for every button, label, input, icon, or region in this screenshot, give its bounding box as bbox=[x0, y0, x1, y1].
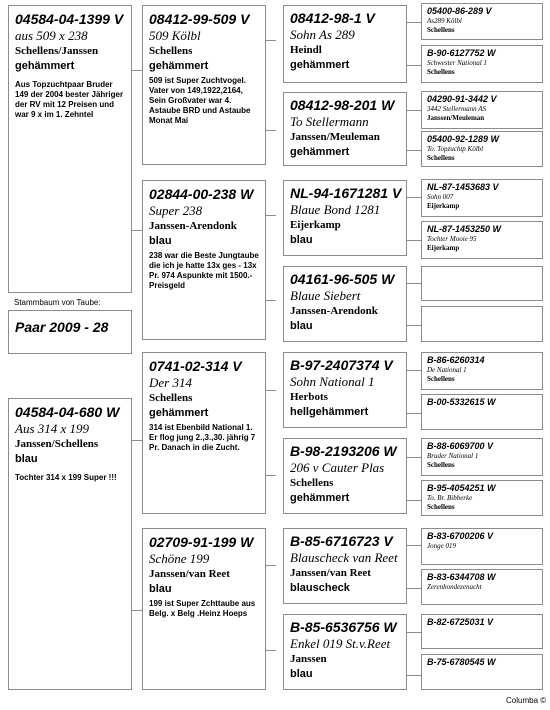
breeder: Eijerkamp bbox=[290, 219, 341, 231]
pigeon-name: Enkel 019 St.v.Reet bbox=[290, 636, 391, 651]
g3-card-7 bbox=[283, 528, 407, 604]
ring-number: 05400-86-289 V bbox=[427, 6, 492, 16]
ring-number: B-83-6344708 W bbox=[427, 572, 496, 582]
g4-card-15 bbox=[421, 614, 543, 649]
breeder: Janssen/van Reet bbox=[290, 567, 371, 579]
connector bbox=[407, 65, 421, 66]
sire-sire-card bbox=[142, 5, 266, 165]
subject-card bbox=[8, 310, 132, 354]
pigeon-name: 206 v Cauter Plas bbox=[290, 460, 385, 475]
dam-card bbox=[8, 398, 132, 690]
connector bbox=[266, 300, 276, 301]
pigeon-name: Blauscheck van Reet bbox=[290, 550, 398, 565]
g4-card-9 bbox=[421, 352, 543, 390]
g4-card-8 bbox=[421, 306, 543, 342]
breeder: Schellens bbox=[427, 154, 455, 162]
ring-number: B-88-6069700 V bbox=[427, 441, 494, 451]
note: 509 ist Super Zuchtvogel. Vater von 149,1922,2164, Sein Großvater war 4. Astaube BRD und Astaube Monat Mai bbox=[149, 76, 251, 125]
g4-card-13 bbox=[421, 528, 543, 565]
pigeon-name: Sohn National 1 bbox=[290, 374, 375, 389]
ring-number: B-85-6716723 V bbox=[290, 533, 393, 549]
ring-number: NL-87-1453683 V bbox=[427, 182, 499, 192]
g3-card-2 bbox=[283, 92, 407, 166]
ring-number: B-83-6700206 V bbox=[427, 531, 494, 541]
connector bbox=[407, 370, 421, 371]
g4-card-4 bbox=[421, 131, 543, 167]
sire-note: Aus Topzuchtpaar Bruder 149 der 2004 bester Jähriger der RV mit 12 Preisen und war 9 x im 1. Zehntel bbox=[15, 80, 124, 119]
ring-number: 08412-98-1 V bbox=[290, 10, 375, 26]
color: gehämmert bbox=[290, 59, 350, 71]
pigeon-name: Sohn As 289 bbox=[290, 27, 355, 42]
g4-card-12 bbox=[421, 480, 543, 516]
ring-number: NL-94-1671281 V bbox=[290, 185, 402, 201]
pigeon-name: As289 Kölbl bbox=[427, 17, 462, 25]
pigeon-name: Super 238 bbox=[149, 203, 203, 218]
g4-card-7 bbox=[421, 266, 543, 301]
ring-number: B-98-2193206 W bbox=[290, 443, 397, 459]
ring-number: B-75-6780545 W bbox=[427, 657, 496, 667]
pigeon-name: Blaue Siebert bbox=[290, 288, 361, 303]
ring-number: 08412-98-201 W bbox=[290, 97, 395, 113]
pigeon-name: To. Br. Bibberke bbox=[427, 494, 473, 502]
breeder: Janssen-Arendonk bbox=[149, 220, 237, 232]
color: blau bbox=[290, 668, 313, 680]
g3-card-5 bbox=[283, 352, 407, 428]
ring-number: B-90-6127752 W bbox=[427, 48, 496, 58]
pigeon-name: To. Topzuchtp Kölbl bbox=[427, 145, 484, 153]
sire-dam-card bbox=[142, 180, 266, 340]
connector bbox=[266, 475, 276, 476]
pigeon-name: 3442 Stellermann AS bbox=[427, 105, 486, 113]
connector bbox=[407, 150, 421, 151]
connector bbox=[132, 70, 142, 71]
g4-card-16 bbox=[421, 654, 543, 690]
ring-number: 02709-91-199 W bbox=[149, 534, 254, 550]
sire-breeder: Schellens/Janssen bbox=[15, 45, 99, 57]
ring-number: B-85-6536756 W bbox=[290, 619, 397, 635]
color: blau bbox=[290, 234, 313, 246]
pigeon-name: Blaue Bond 1281 bbox=[290, 202, 381, 217]
breeder: Herbots bbox=[290, 391, 328, 403]
color: gehämmert bbox=[290, 146, 350, 158]
ring-number: B-97-2407374 V bbox=[290, 357, 393, 373]
g3-card-8 bbox=[283, 614, 407, 690]
breeder: Heindl bbox=[290, 44, 322, 56]
breeder: Schellens bbox=[427, 375, 455, 383]
connector bbox=[132, 230, 142, 231]
connector bbox=[407, 197, 421, 198]
g3-card-4 bbox=[283, 266, 407, 342]
pigeon-name: Schwester National 1 bbox=[427, 59, 487, 67]
sire-ring-number: 04584-04-1399 V bbox=[15, 11, 124, 27]
pigeon-name: Der 314 bbox=[149, 375, 192, 390]
note: 199 ist Super Zchttaube aus Belg. x Belg .Heinz Hoeps bbox=[149, 599, 256, 618]
connector bbox=[407, 675, 421, 676]
connector bbox=[407, 413, 421, 414]
sire-card bbox=[8, 5, 132, 293]
color: blau bbox=[149, 583, 172, 595]
g4-card-5 bbox=[421, 179, 543, 217]
ring-number: B-86-6260314 bbox=[427, 355, 485, 365]
breeder: Schellens bbox=[149, 45, 193, 57]
breeder: Janssen bbox=[290, 653, 327, 665]
connector bbox=[266, 565, 276, 566]
ring-number: 04161-96-505 W bbox=[290, 271, 395, 287]
g3-card-1 bbox=[283, 5, 407, 83]
color: gehämmert bbox=[149, 60, 209, 72]
breeder: Schellens bbox=[427, 503, 455, 511]
ring-number: 0741-02-314 V bbox=[149, 358, 242, 374]
breeder: Schellens bbox=[149, 392, 193, 404]
connector bbox=[266, 650, 276, 651]
color: blau bbox=[149, 235, 172, 247]
color: hellgehämmert bbox=[290, 406, 369, 418]
connector bbox=[407, 632, 421, 633]
ring-number: 04290-91-3442 V bbox=[427, 94, 497, 104]
breeder: Schellens bbox=[427, 26, 455, 34]
connector bbox=[407, 110, 421, 111]
g4-card-14 bbox=[421, 569, 543, 605]
breeder: Janssen/Meuleman bbox=[290, 131, 380, 143]
pigeon-name: 509 Kölbl bbox=[149, 28, 201, 43]
color: blau bbox=[290, 320, 313, 332]
connector bbox=[407, 22, 421, 23]
dam-color: blau bbox=[15, 453, 38, 465]
connector bbox=[407, 283, 421, 284]
breeder: Schellens bbox=[290, 477, 334, 489]
g3-card-6 bbox=[283, 438, 407, 514]
ring-number: 08412-99-509 V bbox=[149, 11, 250, 27]
pigeon-name: To Stellermann bbox=[290, 114, 369, 129]
dam-dam-card bbox=[142, 528, 266, 690]
dam-ring-number: 04584-04-680 W bbox=[15, 404, 120, 420]
connector bbox=[266, 130, 276, 131]
ring-number: B-00-5332615 W bbox=[427, 397, 496, 407]
subject-title: Paar 2009 - 28 bbox=[15, 319, 109, 335]
ring-number: B-82-6725031 V bbox=[427, 617, 494, 627]
g4-card-1 bbox=[421, 3, 543, 40]
connector bbox=[407, 457, 421, 458]
g4-card-2 bbox=[421, 45, 543, 83]
pigeon-name: Jonge 019 bbox=[427, 542, 456, 550]
connector bbox=[407, 545, 421, 546]
breeder: Eijerkamp bbox=[427, 202, 460, 210]
breeder: Eijerkamp bbox=[427, 244, 460, 252]
sire-color: gehämmert bbox=[15, 60, 75, 72]
connector bbox=[266, 215, 276, 216]
connector bbox=[407, 500, 421, 501]
breeder: Schellens bbox=[427, 461, 455, 469]
color: blauscheck bbox=[290, 582, 350, 594]
ring-number: 02844-00-238 W bbox=[149, 186, 254, 202]
pigeon-name: De National 1 bbox=[427, 366, 467, 374]
ring-number: NL-87-1453250 W bbox=[427, 224, 502, 234]
ring-number: B-95-4054251 W bbox=[427, 483, 496, 493]
connector bbox=[132, 610, 142, 611]
connector bbox=[132, 440, 142, 441]
sire-name: aus 509 x 238 bbox=[15, 28, 88, 43]
g4-card-10 bbox=[421, 394, 543, 430]
pigeon-name: Schöne 199 bbox=[149, 551, 210, 566]
breeder: Janssen/Meuleman bbox=[427, 114, 485, 122]
connector bbox=[266, 390, 276, 391]
pedigree-caption: Stammbaum von Taube: bbox=[14, 298, 101, 307]
pigeon-name: Zerenhondezenacht bbox=[427, 583, 482, 591]
dam-breeder: Janssen/Schellens bbox=[15, 438, 99, 450]
note: 238 war die Beste Jungtaube die ich je hatte 13x ges - 13x Pr. 974 Aspunkte mit 1500.- Preisgeld bbox=[149, 251, 259, 290]
connector bbox=[266, 40, 276, 41]
pigeon-name: Tochter Mooie 95 bbox=[427, 235, 477, 243]
g3-card-3 bbox=[283, 180, 407, 256]
g4-card-6 bbox=[421, 221, 543, 259]
g4-card-11 bbox=[421, 438, 543, 476]
color: gehämmert bbox=[290, 492, 350, 504]
note: 314 ist Ebenbild National 1. Er flog jung 2.,3.,30. jährig 7 Pr. Danach in die Zucht. bbox=[149, 423, 256, 452]
connector bbox=[407, 588, 421, 589]
ring-number: 05400-92-1289 W bbox=[427, 134, 500, 144]
g4-card-3 bbox=[421, 91, 543, 129]
breeder: Janssen/van Reet bbox=[149, 568, 230, 580]
dam-note: Tochter 314 x 199 Super !!! bbox=[15, 473, 117, 482]
dam-name: Aus 314 x 199 bbox=[15, 421, 90, 436]
connector bbox=[407, 240, 421, 241]
pigeon-name: Sohn 007 bbox=[427, 193, 454, 201]
pigeon-name: Bruder National 1 bbox=[427, 452, 479, 460]
breeder: Janssen-Arendonk bbox=[290, 305, 378, 317]
breeder: Schellens bbox=[427, 68, 455, 76]
color: gehämmert bbox=[149, 407, 209, 419]
footer-credit: Columba © bbox=[506, 696, 547, 705]
connector bbox=[407, 325, 421, 326]
dam-sire-card bbox=[142, 352, 266, 514]
